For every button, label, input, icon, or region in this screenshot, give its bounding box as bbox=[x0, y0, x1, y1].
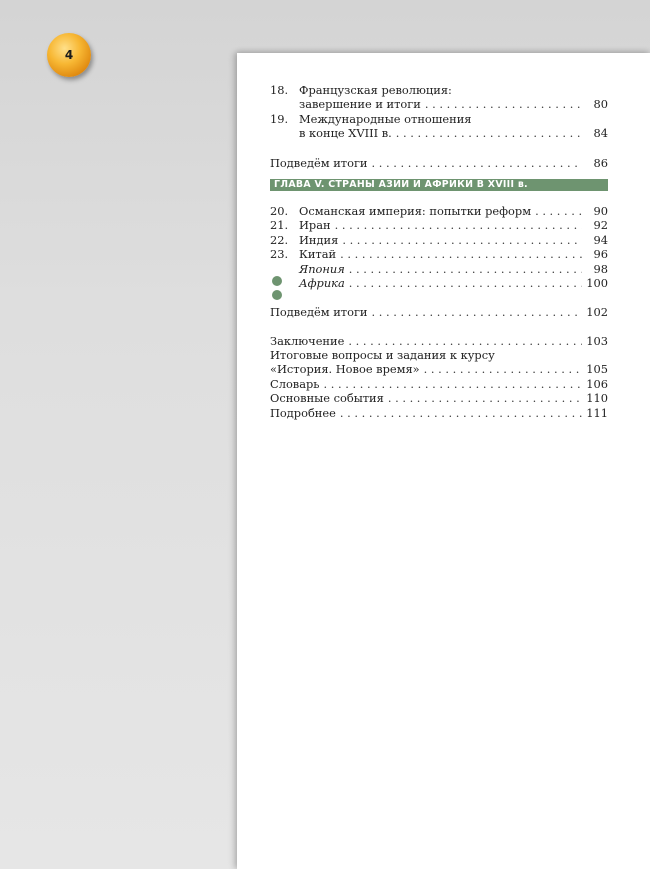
toc-glossary[interactable] bbox=[270, 377, 608, 391]
toc-entry-title: Французская революция: bbox=[299, 83, 452, 97]
toc-page-number: 86 bbox=[593, 155, 608, 170]
toc-entry-number: 20. bbox=[270, 203, 289, 218]
toc-entry-title-cont: в конце XVIII в. bbox=[299, 126, 392, 141]
dot-leader bbox=[324, 377, 582, 391]
table-of-contents bbox=[270, 83, 608, 420]
dot-leader bbox=[335, 218, 582, 232]
toc-entry-21[interactable] bbox=[270, 218, 608, 232]
toc-entry-title: Африка bbox=[299, 275, 345, 290]
toc-entry-title: Подробнее bbox=[270, 405, 336, 420]
toc-entry-22[interactable] bbox=[270, 233, 608, 247]
toc-page-number: 92 bbox=[593, 218, 608, 233]
dot-leader bbox=[425, 97, 582, 111]
toc-conclusion[interactable] bbox=[270, 334, 608, 348]
toc-entry-title: Основные события bbox=[270, 391, 384, 406]
toc-page-number: 106 bbox=[586, 376, 608, 391]
toc-final-questions-line1[interactable] bbox=[270, 348, 608, 362]
toc-final-questions-line2[interactable] bbox=[270, 362, 608, 376]
dot-leader bbox=[396, 126, 582, 140]
toc-entry-number: 18. bbox=[270, 83, 289, 97]
toc-entry-23[interactable] bbox=[270, 247, 608, 261]
toc-page-number: 80 bbox=[593, 97, 608, 112]
toc-page-number: 111 bbox=[586, 405, 608, 420]
dot-leader bbox=[340, 247, 582, 261]
dot-leader bbox=[342, 233, 582, 247]
toc-extra-japan[interactable] bbox=[270, 262, 608, 276]
dot-leader bbox=[348, 334, 582, 348]
toc-entry-19-line2[interactable] bbox=[270, 126, 608, 140]
chapter-heading[interactable]: ГЛАВА V. СТРАНЫ АЗИИ И АФРИКИ В XVIII в. bbox=[270, 179, 608, 191]
toc-summary-2[interactable] bbox=[270, 305, 608, 319]
toc-extra-africa[interactable] bbox=[270, 276, 608, 290]
toc-entry-title: Международные отношения bbox=[299, 111, 472, 126]
toc-page-number: 103 bbox=[586, 333, 608, 348]
toc-entry-number: 22. bbox=[270, 232, 289, 247]
page-number: 4 bbox=[64, 48, 74, 62]
book-page bbox=[237, 53, 650, 869]
toc-page-number: 98 bbox=[593, 261, 608, 276]
toc-entry-title: Подведём итоги bbox=[270, 155, 368, 170]
toc-entry-title: Япония bbox=[299, 261, 345, 276]
toc-page-number: 110 bbox=[586, 391, 608, 406]
toc-more-details[interactable] bbox=[270, 406, 608, 420]
toc-summary-1[interactable] bbox=[270, 156, 608, 170]
toc-entry-title-cont: «История. Новое время» bbox=[270, 362, 420, 377]
toc-entry-18-line2[interactable] bbox=[270, 97, 608, 111]
toc-page-number: 100 bbox=[586, 275, 608, 290]
toc-page-number: 94 bbox=[593, 232, 608, 247]
toc-page-number: 105 bbox=[586, 362, 608, 377]
toc-page-number: 84 bbox=[593, 126, 608, 141]
toc-entry-18-line1[interactable] bbox=[270, 83, 608, 97]
toc-entry-title: Итоговые вопросы и задания к курсу bbox=[270, 348, 495, 363]
dot-leader bbox=[340, 406, 582, 420]
dot-leader bbox=[388, 391, 582, 405]
toc-page-number: 102 bbox=[586, 305, 608, 320]
page-number-badge bbox=[47, 33, 91, 77]
toc-main-events[interactable] bbox=[270, 391, 608, 405]
toc-entry-number: 23. bbox=[270, 247, 289, 262]
dot-leader bbox=[349, 276, 582, 290]
dot-leader bbox=[372, 156, 582, 170]
toc-entry-number: 19. bbox=[270, 111, 289, 126]
toc-page-number: 96 bbox=[593, 247, 608, 262]
toc-page-number: 90 bbox=[593, 203, 608, 218]
toc-entry-title: Словарь bbox=[270, 376, 320, 391]
dot-leader bbox=[372, 305, 582, 319]
toc-entry-title-cont: завершение и итоги bbox=[299, 97, 421, 112]
toc-entry-19-line1[interactable] bbox=[270, 112, 608, 126]
dot-leader bbox=[349, 262, 582, 276]
toc-entry-number: 21. bbox=[270, 218, 289, 233]
toc-entry-title: Османская империя: попытки реформ bbox=[299, 203, 532, 218]
toc-entry-title: Китай bbox=[299, 247, 337, 262]
toc-entry-title: Индия bbox=[299, 232, 339, 247]
toc-entry-title: Иран bbox=[299, 218, 331, 233]
toc-entry-title: Заключение bbox=[270, 333, 345, 348]
dot-leader bbox=[424, 362, 582, 376]
toc-entry-title: Подведём итоги bbox=[270, 305, 368, 320]
toc-entry-20[interactable] bbox=[270, 204, 608, 218]
dot-leader bbox=[535, 204, 582, 218]
